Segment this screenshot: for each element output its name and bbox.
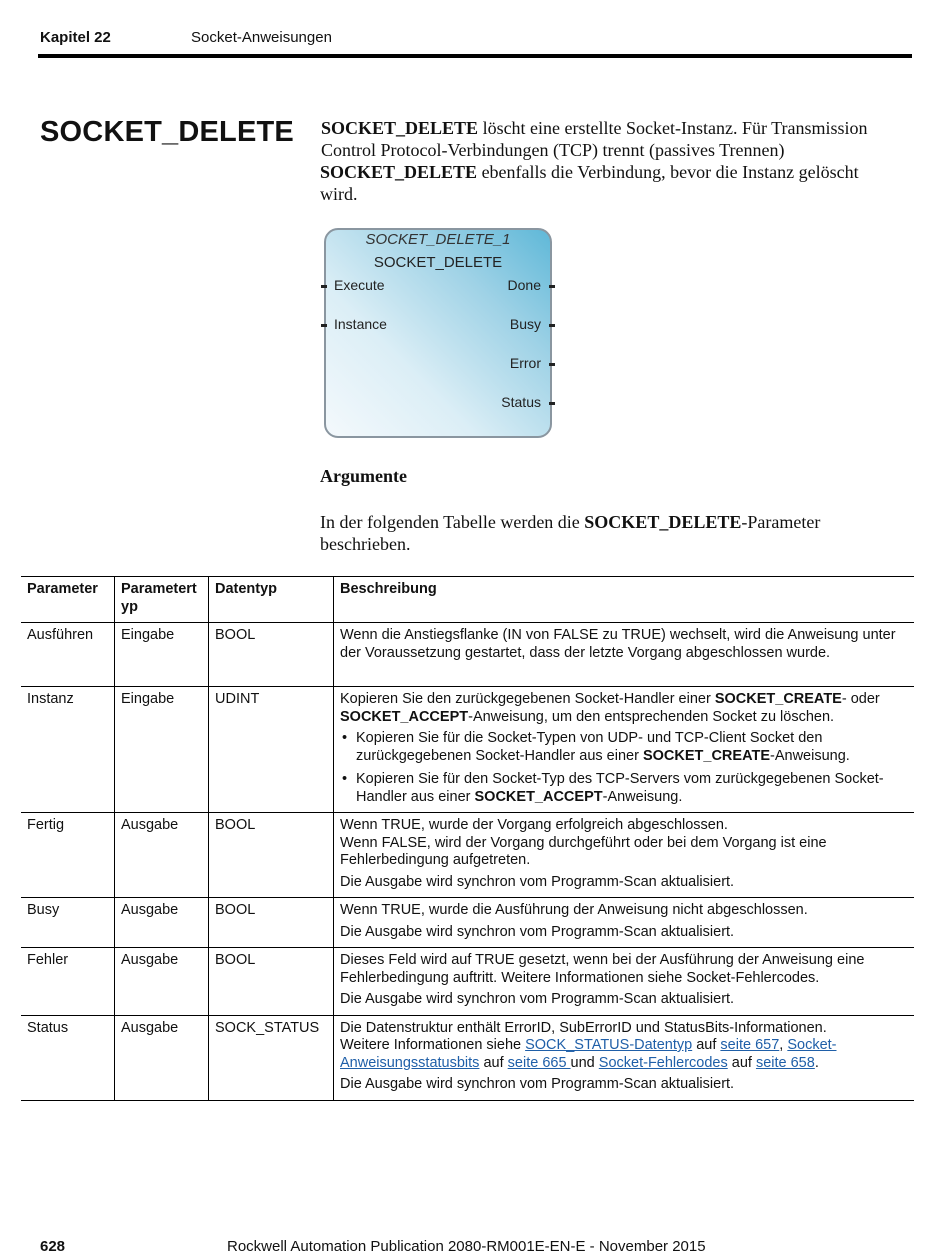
cell-parameter: Fertig — [21, 813, 115, 898]
publication-info: Rockwell Automation Publication 2080-RM001E-EN-E - November 2015 — [227, 1238, 706, 1255]
table-row — [21, 687, 914, 813]
column-header: Parametertyp — [115, 577, 209, 623]
description-text: Die Datenstruktur enthält ErrorID, SubErrorID und StatusBits-Informationen. — [340, 1019, 827, 1036]
link-socket-error-codes[interactable]: Socket-Fehlercodes — [598, 1054, 728, 1071]
description-text — [340, 1037, 908, 1072]
cell-parameter: Instanz — [21, 687, 115, 813]
text-run: Weitere Informationen siehe — [340, 1037, 526, 1053]
table-row — [21, 1015, 914, 1100]
text-run: auf — [692, 1037, 721, 1053]
text-run: Kopieren Sie den zurückgegebenen Socket-Handler einer — [340, 691, 715, 707]
output-pin-status: Status — [501, 394, 541, 410]
text-run: . — [814, 1054, 819, 1071]
bullet-item — [356, 771, 908, 806]
cell-parameter: Busy — [21, 898, 115, 948]
bullet-list — [340, 730, 908, 806]
cell-data-type: UDINT — [209, 687, 334, 813]
intro-line-2: Control Protocol-Verbindungen (TCP) trennt (passives Trennen) — [321, 140, 785, 160]
description-text: Wenn FALSE, wird der Vorgang durchgeführt oder bei dem Vorgang ist eine Fehlerbedingung aufgetreten. — [340, 834, 827, 868]
cell-parameter: Fehler — [21, 948, 115, 1016]
cell-parameter-type: Eingabe — [115, 687, 209, 813]
instruction-name: SOCKET_CREATE — [642, 747, 770, 764]
link-page-658[interactable]: seite 658 — [755, 1054, 815, 1071]
cell-description — [334, 813, 915, 898]
description-text: Die Ausgabe wird synchron vom Programm-Scan aktualisiert. — [340, 923, 735, 940]
text-run: -Anweisung. — [770, 747, 850, 764]
output-pin-stub — [549, 363, 555, 366]
cell-parameter-type: Ausgabe — [115, 898, 209, 948]
text-run: -Anweisung, um den entsprechenden Socket zu löschen. — [468, 708, 835, 725]
arguments-keyword: SOCKET_DELETE — [584, 512, 742, 532]
page-title: SOCKET_DELETE — [40, 116, 294, 148]
arguments-paragraph — [320, 511, 910, 555]
arguments-text: -Parameter beschrieben. — [320, 512, 821, 554]
input-pin-stub — [321, 324, 327, 327]
cell-description — [334, 898, 915, 948]
text-run: und — [570, 1054, 599, 1071]
intro-text: ebenfalls die Verbindung, bevor die Instanz gelöscht — [477, 162, 859, 182]
instruction-name: SOCKET_CREATE — [714, 691, 842, 707]
instruction-name: SOCKET_ACCEPT — [474, 788, 603, 805]
arguments-text: In der folgenden Tabelle werden die — [320, 512, 585, 532]
cell-parameter-type: Ausgabe — [115, 948, 209, 1016]
output-pin-stub — [549, 324, 555, 327]
cell-data-type: SOCK_STATUS — [209, 1015, 334, 1100]
function-block-diagram — [324, 228, 552, 438]
block-type-name: SOCKET_DELETE — [373, 254, 503, 271]
description-text: Wenn die Anstiegsflanke (IN von FALSE zu TRUE) wechselt, wird die Anweisung unter der Voraussetzung gestartet, dass der letzte Vorgang abgeschlossen wurde. — [340, 627, 896, 661]
column-header: Beschreibung — [334, 577, 915, 623]
cell-parameter: Ausführen — [21, 623, 115, 687]
cell-data-type: BOOL — [209, 898, 334, 948]
link-page-665[interactable]: seite 665 — [507, 1054, 571, 1071]
input-pin-stub — [321, 285, 327, 288]
link-page-657[interactable]: seite 657 — [720, 1037, 780, 1053]
table-row — [21, 898, 914, 948]
link-socket-status-bits[interactable]: Socket-Anweisungsstatusbits — [340, 1037, 837, 1071]
description-text: Die Ausgabe wird synchron vom Programm-Scan aktualisiert. — [340, 1076, 735, 1092]
cell-data-type: BOOL — [209, 813, 334, 898]
cell-parameter: Status — [21, 1015, 115, 1100]
intro-keyword: SOCKET_DELETE — [320, 162, 478, 182]
text-run: auf — [727, 1054, 756, 1071]
instruction-name: SOCKET_ACCEPT — [340, 708, 469, 725]
output-pin-error: Error — [509, 355, 541, 371]
text-run: auf — [479, 1054, 508, 1071]
text-run: Kopieren Sie für den Socket-Typ des TCP-Servers vom zurückgegebenen Socket-Handler aus einer — [356, 771, 884, 805]
intro-text: löscht eine erstellte Socket-Instanz. Für Transmission — [478, 118, 868, 138]
page-number: 628 — [40, 1238, 66, 1255]
text-run: , — [779, 1037, 788, 1053]
intro-keyword: SOCKET_DELETE — [321, 118, 479, 138]
intro-line-4: wird. — [320, 184, 358, 204]
cell-description — [334, 1015, 915, 1100]
table-header-row — [21, 577, 914, 623]
intro-line-3 — [320, 161, 910, 183]
cell-description — [334, 687, 915, 813]
description-text: Wenn TRUE, wurde der Vorgang erfolgreich abgeschlossen. — [340, 817, 728, 833]
cell-description — [334, 948, 915, 1016]
section-title: Socket-Anweisungen — [191, 29, 332, 46]
cell-data-type: BOOL — [209, 623, 334, 687]
column-header: Datentyp — [209, 577, 334, 623]
table-row — [21, 948, 914, 1016]
output-pin-done: Done — [507, 277, 541, 293]
cell-description — [334, 623, 915, 687]
description-text: Dieses Feld wird auf TRUE gesetzt, wenn bei der Ausführung der Anweisung eine Fehlerbedingung auftritt. Weitere Informationen siehe Socket-Fehlercodes. — [340, 952, 865, 986]
text-run: - oder — [841, 691, 880, 707]
intro-line-1 — [320, 117, 910, 139]
parameter-table — [21, 576, 914, 1101]
cell-parameter-type: Ausgabe — [115, 1015, 209, 1100]
text-run: -Anweisung. — [602, 788, 683, 805]
intro-paragraph — [320, 117, 910, 205]
bullet-item — [356, 730, 908, 765]
cell-parameter-type: Ausgabe — [115, 813, 209, 898]
header-rule — [38, 54, 912, 58]
description-text: Wenn TRUE, wurde die Ausführung der Anweisung nicht abgeschlossen. — [340, 902, 808, 918]
block-instance-name: SOCKET_DELETE_1 — [365, 231, 511, 248]
column-header: Parameter — [21, 577, 115, 623]
output-pin-stub — [549, 402, 555, 405]
arguments-heading: Argumente — [320, 466, 407, 486]
description-text: Die Ausgabe wird synchron vom Programm-Scan aktualisiert. — [340, 991, 735, 1007]
output-pin-busy: Busy — [509, 316, 541, 332]
output-pin-stub — [549, 285, 555, 288]
link-sock-status-datatype[interactable]: SOCK_STATUS-Datentyp — [525, 1037, 693, 1053]
description-text — [340, 691, 908, 726]
description-text: Die Ausgabe wird synchron vom Programm-Scan aktualisiert. — [340, 873, 735, 890]
cell-data-type: BOOL — [209, 948, 334, 1016]
cell-parameter-type: Eingabe — [115, 623, 209, 687]
table-row — [21, 813, 914, 898]
table-row — [21, 623, 914, 687]
text-run: Kopieren Sie für die Socket-Typen von UDP- und TCP-Client Socket den zurückgegebenen Socket-Handler aus einer — [356, 730, 823, 764]
input-pin-instance: Instance — [334, 316, 387, 332]
input-pin-execute: Execute — [334, 277, 385, 293]
chapter-label: Kapitel 22 — [40, 29, 111, 46]
